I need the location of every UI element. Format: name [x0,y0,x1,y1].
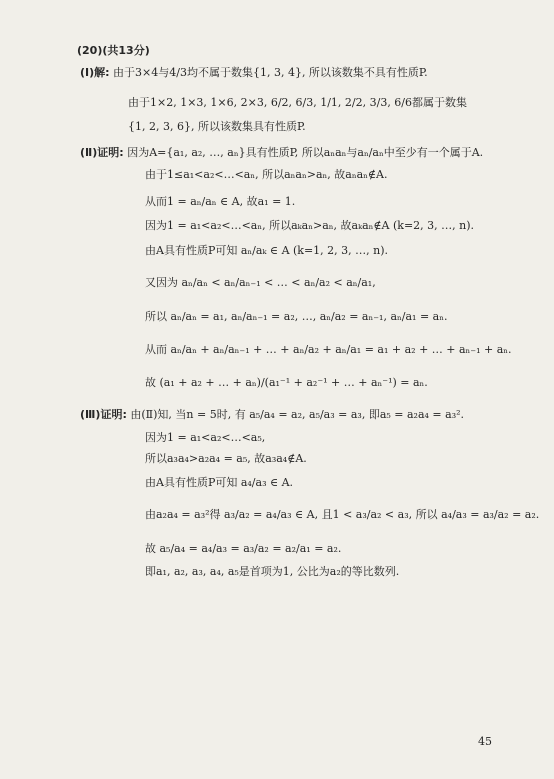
part2-line9: 故 (a₁ + a₂ + … + aₙ)/(a₁⁻¹ + a₂⁻¹ + … + aₙ⁻¹) = aₙ. [145,376,428,389]
part2-line3: 从而1 = aₙ/aₙ ∈ A, 故a₁ = 1. [145,195,296,208]
part3-text1: 由(Ⅱ)知, 当n = 5时, 有 a₅/a₄ = a₂, a₅/a₃ = a₃, 即a₅ = a₂a₄ = a₃². [130,408,465,421]
part3-line5: 由a₂a₄ = a₃²得 a₃/a₂ = a₄/a₃ ∈ A, 且1 < a₃/a₂ < a₃, 所以 a₄/a₃ = a₃/a₂ = a₂. [145,508,540,521]
part3-line6: 故 a₅/a₄ = a₄/a₃ = a₃/a₂ = a₂/a₁ = a₂. [145,542,342,555]
part3-line3: 所以a₃a₄>a₂a₄ = a₅, 故a₃a₄∉A. [145,452,307,465]
part1-label: (Ⅰ)解: [80,66,110,79]
part3-line7: 即a₁, a₂, a₃, a₄, a₅是首项为1, 公比为a₂的等比数列. [145,565,400,578]
part2-line6: 又因为 aₙ/aₙ < aₙ/aₙ₋₁ < … < aₙ/a₂ < aₙ/a₁, [145,276,376,289]
part1-line1 [80,66,428,80]
part3-line4: 由A具有性质P可知 a₄/a₃ ∈ A. [145,476,294,489]
part2-line2: 由于1≤a₁<a₂<…<aₙ, 所以aₙaₙ>aₙ, 故aₙaₙ∉A. [145,168,388,181]
part1-text1: 由于3×4与4/3均不属于数集{1, 3, 4}, 所以该数集不具有性质P. [113,66,428,79]
part3-line1 [80,408,464,422]
part1-line3: {1, 2, 3, 6}, 所以该数集具有性质P. [128,120,306,133]
part3-line2: 因为1 = a₁<a₂<…<a₅, [145,431,266,444]
part1-line2: 由于1×2, 1×3, 1×6, 2×3, 6/2, 6/3, 1/1, 2/2, 3/3, 6/6都属于数集 [128,96,468,109]
part2-text1: 因为A={a₁, a₂, …, aₙ}具有性质P, 所以aₙaₙ与aₙ/aₙ中至少有一个属于A. [127,146,484,159]
part2-line5: 由A具有性质P可知 aₙ/aₖ ∈ A (k=1, 2, 3, …, n). [145,244,389,257]
part2-line1 [80,146,483,160]
part3-label: (Ⅲ)证明: [80,408,127,421]
part2-line8: 从而 aₙ/aₙ + aₙ/aₙ₋₁ + … + aₙ/a₂ + aₙ/a₁ = a₁ + a₂ + … + aₙ₋₁ + aₙ. [145,343,512,356]
problem-header: (20)(共13分) [77,44,150,57]
part2-line7: 所以 aₙ/aₙ = a₁, aₙ/aₙ₋₁ = a₂, …, aₙ/a₂ = aₙ₋₁, aₙ/a₁ = aₙ. [145,310,448,323]
part2-label: (Ⅱ)证明: [80,146,124,159]
page-number: 45 [478,735,492,748]
part2-line4: 因为1 = a₁<a₂<…<aₙ, 所以aₖaₙ>aₙ, 故aₖaₙ∉A (k=2, 3, …, n). [145,219,475,232]
